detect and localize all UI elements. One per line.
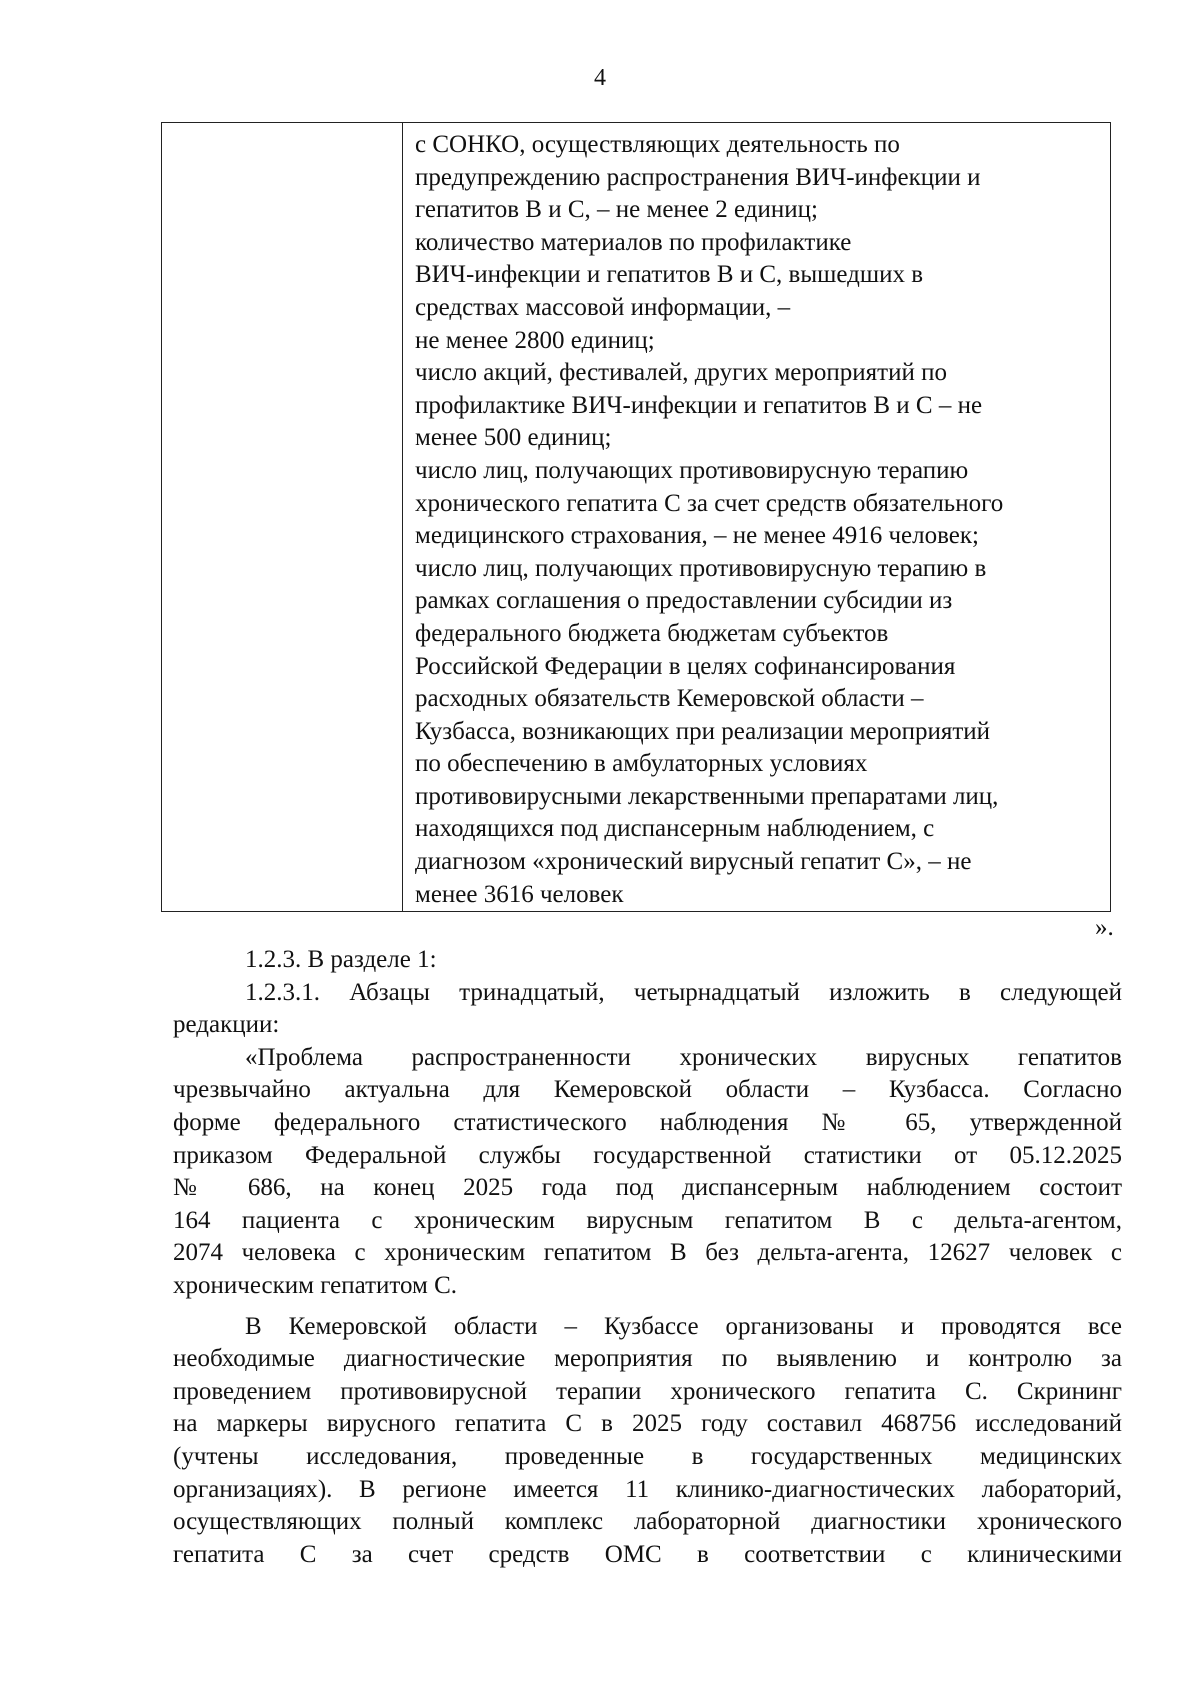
- paragraph-line: необходимые диагностические мероприятия по выявлению и контролю за: [173, 1345, 1122, 1373]
- table-line: менее 500 единиц;: [415, 424, 612, 452]
- paragraph-line: чрезвычайно актуальна для Кемеровской области – Кузбасса. Согласно: [173, 1076, 1122, 1104]
- paragraph-line: 164 пациента с хроническим вирусным гепатитом В с дельта-агентом,: [173, 1206, 1122, 1234]
- paragraph-line: 2074 человека с хроническим гепатитом В без дельта-агента, 12627 человек с: [173, 1239, 1122, 1267]
- table-line: расходных обязательств Кемеровской области –: [415, 685, 924, 713]
- paragraph-line: осуществляющих полный комплекс лабораторной диагностики хронического: [173, 1508, 1122, 1536]
- paragraph-line: приказом Федеральной службы государственной статистики от 05.12.2025: [173, 1141, 1122, 1169]
- table-line: хронического гепатита С за счет средств обязательного: [415, 489, 1004, 517]
- table-line: находящихся под диспансерным наблюдением, с: [415, 815, 935, 843]
- paragraph-line: В Кемеровской области – Кузбассе организованы и проводятся все: [245, 1312, 1122, 1340]
- paragraph-line: хроническим гепатитом С.: [173, 1271, 458, 1299]
- body-text: [173, 944, 1122, 1571]
- page-number: 4: [594, 65, 606, 91]
- table-line: число лиц, получающих противовирусную терапию в: [415, 554, 987, 582]
- table-line: Кузбасса, возникающих при реализации мероприятий: [415, 717, 991, 745]
- table-line: противовирусными лекарственными препаратами лиц,: [415, 782, 999, 810]
- table-line: диагнозом «хронический вирусный гепатит С», – не: [415, 848, 972, 876]
- table-line: Российской Федерации в целях софинансирования: [415, 652, 956, 680]
- subsection-line: 1.2.3.1. Абзацы тринадцатый, четырнадцатый изложить в следующей: [245, 978, 1122, 1006]
- paragraph-line: форме федерального статистического наблюдения № 65, утвержденной: [173, 1108, 1122, 1136]
- table-line: федерального бюджета бюджетам субъектов: [415, 619, 889, 647]
- table-line: по обеспечению в амбулаторных условиях: [415, 750, 868, 778]
- table-line: количество материалов по профилактике: [415, 228, 852, 256]
- document-table: [161, 122, 1111, 912]
- table-line: средствах массовой информации, –: [415, 293, 791, 321]
- table-line: не менее 2800 единиц;: [415, 326, 655, 354]
- paragraph-line: проведением противовирусной терапии хронического гепатита С. Скрининг: [173, 1377, 1122, 1405]
- paragraph-line: организациях). В регионе имеется 11 клинико-диагностических лабораторий,: [173, 1475, 1122, 1503]
- table-line: менее 3616 человек: [415, 880, 624, 908]
- table-line: гепатитов В и С, – не менее 2 единиц;: [415, 196, 818, 224]
- table-line: ВИЧ-инфекции и гепатитов В и С, вышедших в: [415, 261, 924, 289]
- paragraph-line: гепатита С за счет средств ОМС в соответствии с клиническими: [173, 1540, 1122, 1568]
- table-left-cell: [162, 123, 403, 911]
- section-heading: 1.2.3. В разделе 1:: [245, 946, 437, 973]
- table-line: рамках соглашения о предоставлении субсидии из: [415, 587, 953, 615]
- table-line: медицинского страхования, – не менее 4916 человек;: [415, 522, 979, 550]
- table-line: число лиц, получающих противовирусную терапию: [415, 456, 969, 484]
- paragraph-line: № 686, на конец 2025 года под диспансерным наблюдением состоит: [173, 1174, 1122, 1202]
- paragraph-line: «Проблема распространенности хронических вирусных гепатитов: [245, 1043, 1122, 1071]
- closing-quote: ».: [1095, 914, 1114, 941]
- table-line: профилактике ВИЧ-инфекции и гепатитов В и С – не: [415, 391, 983, 419]
- subsection-line: редакции:: [173, 1011, 280, 1039]
- table-line: предупреждению распространения ВИЧ-инфекции и: [415, 163, 981, 191]
- paragraph-line: на маркеры вирусного гепатита С в 2025 году составил 468756 исследований: [173, 1410, 1122, 1438]
- table-line: с СОНКО, осуществляющих деятельность по: [415, 131, 900, 158]
- table-right-cell: [403, 123, 1110, 911]
- table-line: число акций, фестивалей, других мероприятий по: [415, 359, 947, 387]
- paragraph-line: (учтены исследования, проведенные в государственных медицинских: [173, 1442, 1122, 1470]
